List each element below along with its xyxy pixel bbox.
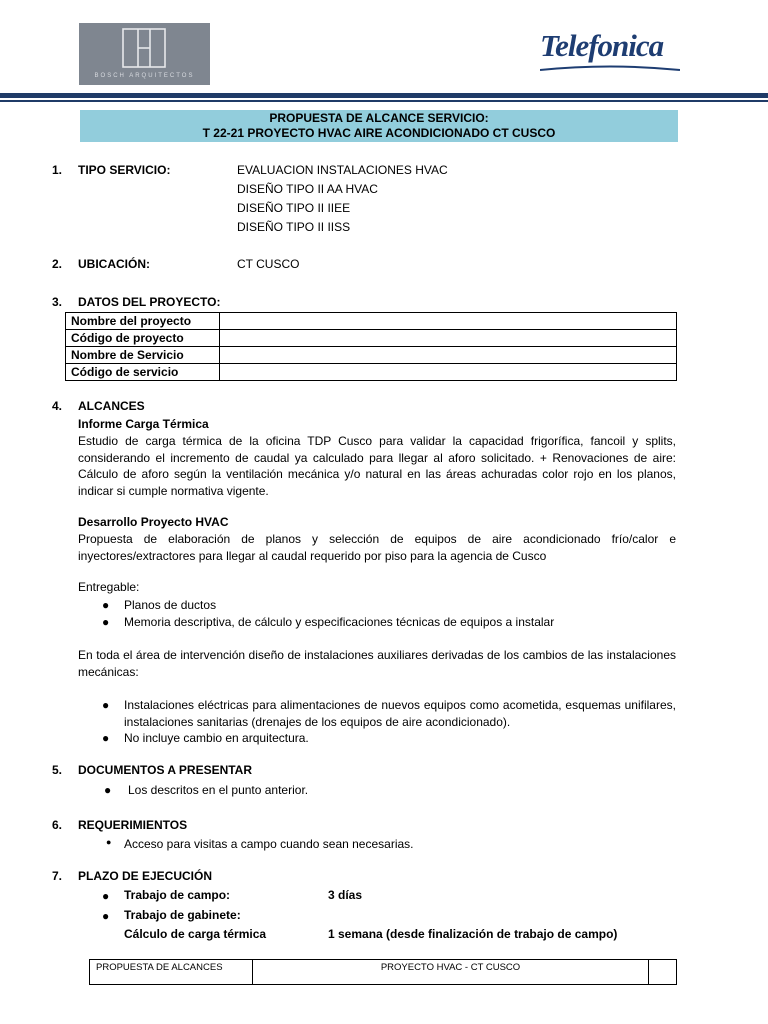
table-label: Código de servicio bbox=[66, 364, 220, 381]
trabajo-campo-label: Trabajo de campo: bbox=[124, 888, 231, 902]
subheading-carga-termica: Informe Carga Térmica bbox=[78, 417, 209, 431]
list-item: Memoria descriptiva, de cálculo y especificaciones técnicas de equipos a instalar bbox=[124, 615, 555, 629]
title-line-1: PROPUESTA DE ALCANCE SERVICIO: bbox=[269, 111, 489, 125]
section-7-heading: PLAZO DE EJECUCIÓN bbox=[78, 869, 213, 883]
section-3-number: 3. bbox=[52, 295, 63, 309]
telefonica-swoosh-icon bbox=[540, 64, 680, 72]
table-row bbox=[66, 364, 677, 381]
carga-termica-paragraph: Estudio de carga térmica de la oficina TDP Cusco para validar la capacidad frigorífica, fancoil y splits, considerando el incremento de caudal ya calculado para llegar al aforo solicitado. + Renovaciones de aire: Cálculo de aforo según la ventilación mecánica y/o natural en las áreas achuradas color rojo en los planos, indicar si cumple normativa vigente. bbox=[78, 434, 676, 498]
bullet-icon: ● bbox=[102, 598, 110, 612]
subheading-proyecto-hvac: Desarrollo Proyecto HVAC bbox=[78, 515, 229, 529]
table-label: Nombre de Servicio bbox=[66, 347, 220, 364]
table-row bbox=[66, 347, 677, 364]
footer-row bbox=[90, 960, 677, 985]
list-item: Acceso para visitas a campo cuando sean necesarias. bbox=[124, 837, 414, 851]
table-value bbox=[220, 347, 677, 364]
bullet-icon: ● bbox=[106, 837, 112, 847]
section-4-heading: ALCANCES bbox=[78, 399, 145, 413]
bullet-icon: ● bbox=[102, 698, 110, 712]
table-value bbox=[220, 364, 677, 381]
section-2-heading: UBICACIÓN: bbox=[78, 257, 150, 271]
header-rule bbox=[0, 93, 768, 98]
bullet-icon: ● bbox=[102, 731, 110, 745]
section-7-number: 7. bbox=[52, 869, 63, 883]
list-item: No incluye cambio en arquitectura. bbox=[124, 731, 309, 745]
table-row bbox=[66, 330, 677, 347]
tipo-servicio-value: DISEÑO TIPO II AA HVAC bbox=[237, 182, 378, 196]
telefonica-logo: Telefonica bbox=[540, 28, 664, 63]
footer-center: PROYECTO HVAC - CT CUSCO bbox=[253, 960, 649, 985]
calculo-carga-label: Cálculo de carga térmica bbox=[124, 927, 267, 941]
tipo-servicio-value: DISEÑO TIPO II IISS bbox=[237, 220, 351, 234]
table-value bbox=[220, 330, 677, 347]
section-1-number: 1. bbox=[52, 163, 63, 177]
page-footer bbox=[89, 959, 677, 985]
section-6-heading: REQUERIMIENTOS bbox=[78, 818, 188, 832]
bosch-logo-mark-icon bbox=[122, 28, 166, 68]
title-line-2: T 22-21 PROYECTO HVAC AIRE ACONDICIONADO CT CUSCO bbox=[202, 126, 556, 140]
proyecto-hvac-paragraph: Propuesta de elaboración de planos y selección de equipos de aire acondicionado frío/calor e inyectores/extractores para llegar al caudal requerido por piso para la agencia de Cusco bbox=[78, 532, 676, 563]
tipo-servicio-value: EVALUACION INSTALACIONES HVAC bbox=[237, 163, 448, 177]
calculo-carga-value: 1 semana (desde finalización de trabajo de campo) bbox=[328, 927, 618, 941]
table-label: Código de proyecto bbox=[66, 330, 220, 347]
list-item: Planos de ductos bbox=[124, 598, 217, 612]
section-5-heading: DOCUMENTOS A PRESENTAR bbox=[78, 763, 253, 777]
header-rule-thin bbox=[0, 100, 768, 102]
logo-wordmark: BOSCH ARQUITECTOS bbox=[94, 73, 195, 79]
trabajo-gabinete-label: Trabajo de gabinete: bbox=[124, 908, 241, 922]
section-6-number: 6. bbox=[52, 818, 63, 832]
document-title bbox=[80, 110, 678, 142]
table-row bbox=[66, 313, 677, 330]
list-item: Los descritos en el punto anterior. bbox=[128, 783, 309, 797]
section-2-number: 2. bbox=[52, 257, 63, 271]
instalaciones-paragraph: En toda el área de intervención diseño de instalaciones auxiliares derivadas de los cambios de las instalaciones mecánicas: bbox=[78, 648, 676, 679]
bullet-icon: ● bbox=[102, 889, 110, 903]
datos-proyecto-table bbox=[65, 312, 677, 381]
trabajo-campo-value: 3 días bbox=[328, 888, 363, 902]
section-5-number: 5. bbox=[52, 763, 63, 777]
list-item: Instalaciones eléctricas para alimentaciones de nuevos equipos como acometida, esquemas unifilares, instalaciones sanitarias (drenajes de los equipos de aire acondicionado). bbox=[124, 698, 676, 729]
bullet-icon: ● bbox=[104, 783, 112, 797]
footer-left: PROPUESTA DE ALCANCES bbox=[90, 960, 253, 985]
bullet-icon: ● bbox=[102, 615, 110, 629]
table-value bbox=[220, 313, 677, 330]
section-4-number: 4. bbox=[52, 399, 63, 413]
section-3-heading: DATOS DEL PROYECTO: bbox=[78, 295, 221, 309]
bullet-icon: ● bbox=[102, 909, 110, 923]
table-label: Nombre del proyecto bbox=[66, 313, 220, 330]
ubicacion-value: CT CUSCO bbox=[237, 257, 300, 271]
entregable-label: Entregable: bbox=[78, 580, 140, 594]
bosch-arquitectos-logo bbox=[79, 23, 210, 85]
footer-right bbox=[649, 960, 677, 985]
section-1-heading: TIPO SERVICIO: bbox=[78, 163, 171, 177]
tipo-servicio-value: DISEÑO TIPO II IIEE bbox=[237, 201, 351, 215]
